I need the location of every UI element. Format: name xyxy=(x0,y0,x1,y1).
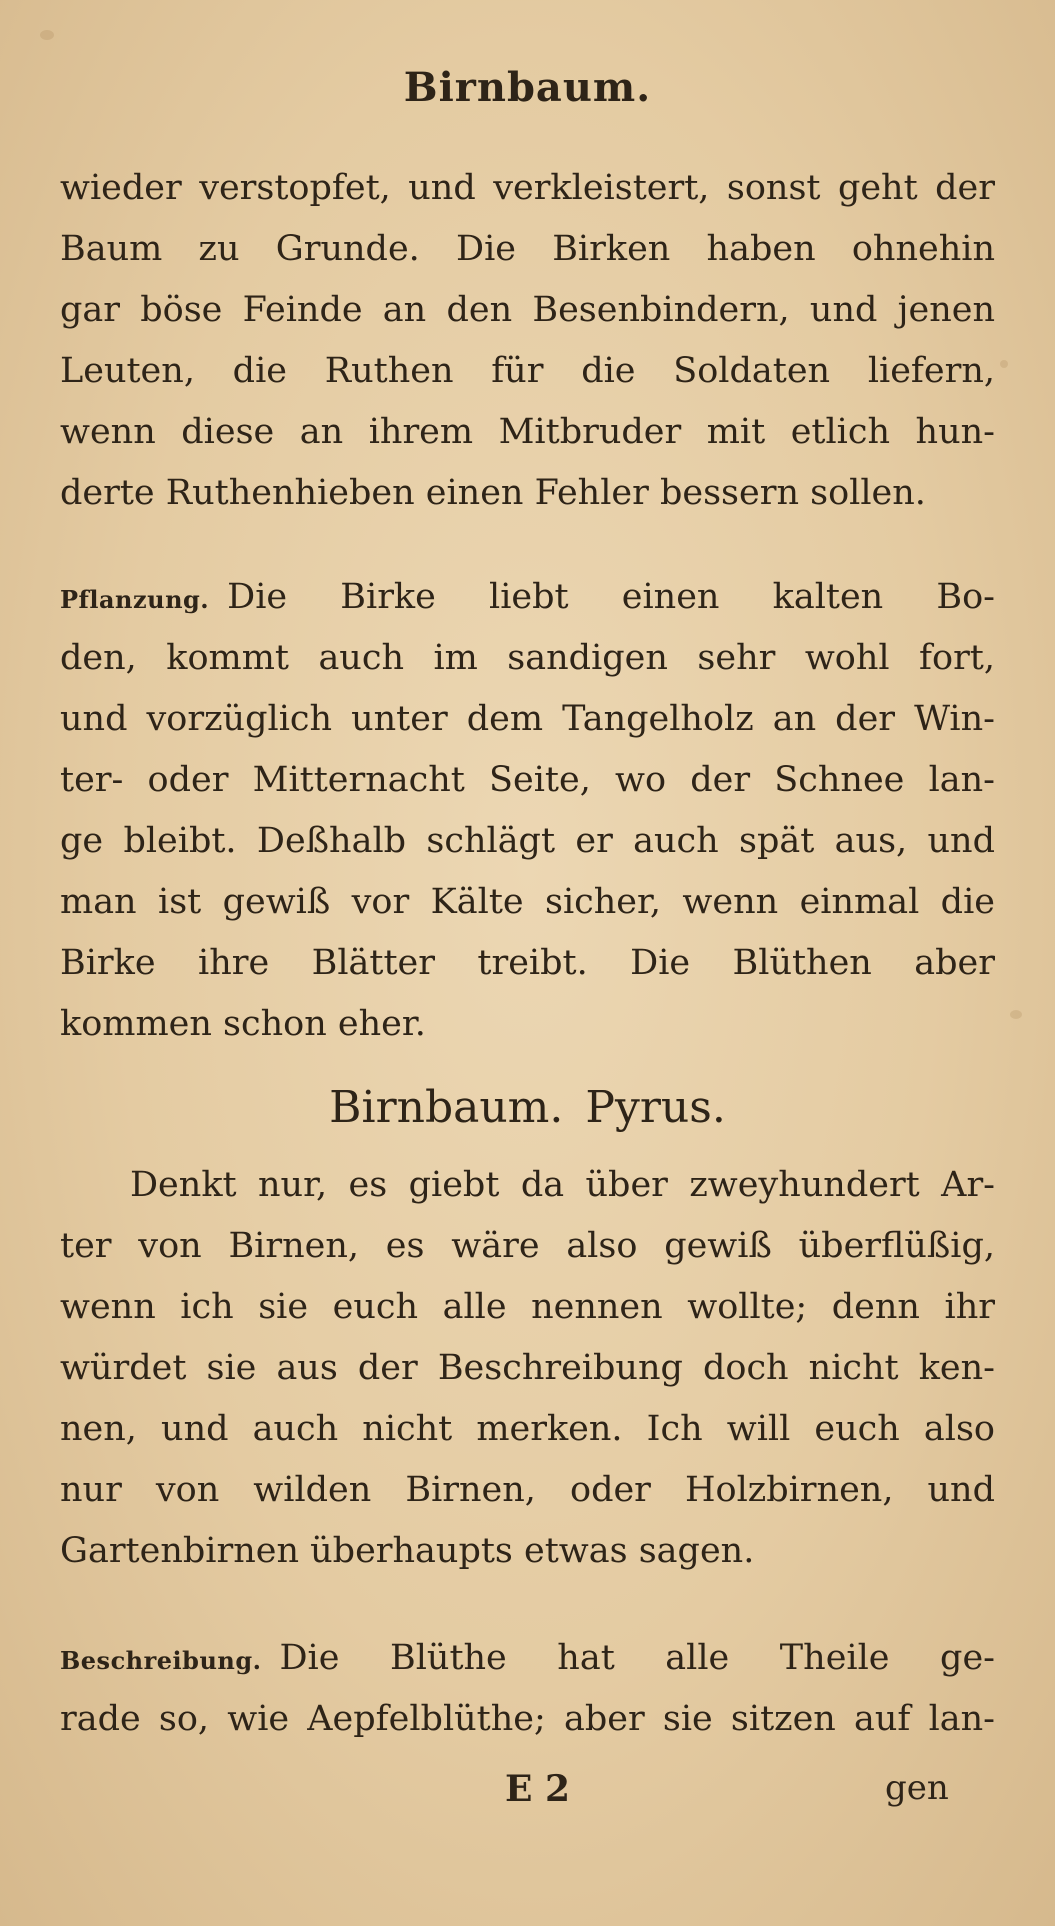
text-line: und vorzüglich unter dem Tangelholz an der Win- xyxy=(60,699,995,739)
text-line: wieder verstopfet, und verkleistert, sonst geht der xyxy=(60,168,995,208)
text-line: nur von wilden Birnen, oder Holzbirnen, und xyxy=(60,1470,995,1510)
text-line: Baum zu Grunde. Die Birken haben ohnehin xyxy=(60,229,995,269)
paragraph-4 xyxy=(60,1628,995,1750)
text-line: rade so, wie Aepfelblüthe; aber sie sitzen auf lan- xyxy=(60,1699,995,1739)
running-head: Birnbaum. xyxy=(403,64,652,111)
text-line-content: Die Blüthe hat alle Theile ge- xyxy=(279,1638,995,1678)
text-line xyxy=(60,1628,995,1689)
paper-stain xyxy=(1010,1010,1022,1019)
side-label: Pflanzung. xyxy=(60,585,210,614)
side-label: Beschreibung. xyxy=(60,1646,262,1675)
text-line: gar böse Feinde an den Besenbindern, und jenen xyxy=(60,290,995,330)
text-line: derte Ruthenhieben einen Fehler bessern sollen. xyxy=(60,473,926,513)
text-line: nen, und auch nicht merken. Ich will euch also xyxy=(60,1409,995,1449)
text-line: wenn ich sie euch alle nennen wollte; denn ihr xyxy=(60,1287,995,1327)
paper-stain xyxy=(1000,360,1008,368)
catchword: gen xyxy=(885,1768,949,1808)
text-line: Gartenbirnen überhaupts etwas sagen. xyxy=(60,1531,755,1571)
paragraph-2 xyxy=(60,567,995,1055)
heading-latin: Pyrus. xyxy=(585,1082,726,1133)
text-line: ge bleibt. Deßhalb schlägt er auch spät aus, und xyxy=(60,821,995,861)
signature-mark: E 2 xyxy=(505,1768,571,1810)
text-line: ter- oder Mitternacht Seite, wo der Schnee lan- xyxy=(60,760,995,800)
text-line: den, kommt auch im sandigen sehr wohl fort, xyxy=(60,638,995,678)
paragraph-1 xyxy=(60,158,995,524)
text-line: Denkt nur, es giebt da über zweyhundert Ar- xyxy=(130,1165,995,1205)
text-line: wenn diese an ihrem Mitbruder mit etlich hun- xyxy=(60,412,995,452)
text-line: kommen schon eher. xyxy=(60,1004,426,1044)
heading-german: Birnbaum. xyxy=(329,1082,564,1133)
paragraph-3 xyxy=(60,1155,995,1582)
text-line: ter von Birnen, es wäre also gewiß überflüßig, xyxy=(60,1226,995,1266)
text-line xyxy=(60,567,995,628)
page-footer xyxy=(0,1768,1055,1818)
text-line: Leuten, die Ruthen für die Soldaten liefern, xyxy=(60,351,995,391)
text-line: Birke ihre Blätter treibt. Die Blüthen aber xyxy=(60,943,995,983)
text-line-content: Die Birke liebt einen kalten Bo- xyxy=(227,577,995,617)
paper-stain xyxy=(40,30,54,40)
section-heading xyxy=(0,1082,1055,1133)
text-line: würdet sie aus der Beschreibung doch nicht ken- xyxy=(60,1348,995,1388)
text-line: man ist gewiß vor Kälte sicher, wenn einmal die xyxy=(60,882,995,922)
